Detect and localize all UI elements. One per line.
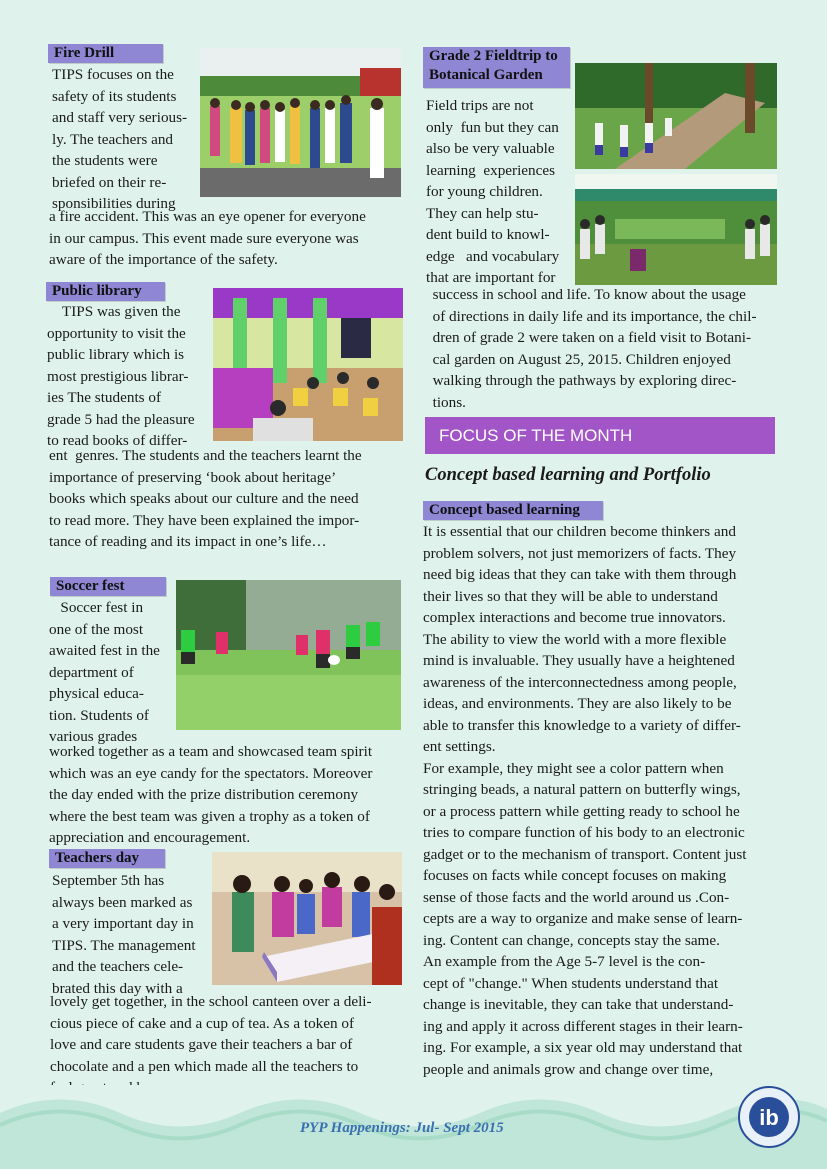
library-line: grade 5 had the pleasure [47, 410, 195, 428]
fire-drill-line: ly. The teachers and [52, 130, 174, 148]
fieldtrip-body: success in school and life. To know about the usage of directions in daily life and its importance, the chil- dren of grade 2 were taken on a field visit to Botani- cal garden on August 25, 2015. Children enjoyed walking through the pathways by exploring direc- tions. [432, 286, 757, 411]
teachers-day-heading: Teachers day [49, 849, 165, 868]
library-line: public library which is [47, 346, 185, 363]
soccer-line: one of the most [49, 620, 144, 638]
teachers-line: and the teachers cele- [52, 958, 184, 975]
teachers-line: September 5th has [52, 872, 165, 889]
fire-drill-line: briefed on their re- [52, 173, 167, 191]
soccer-line: awaited fest in the [49, 642, 160, 659]
concept-learning-heading: Concept based learning [423, 501, 603, 520]
focus-of-the-month-banner: FOCUS OF THE MONTH [425, 417, 775, 454]
concept-learning-body: It is essential that our children become thinkers and problem solvers, not just memorizers of facts. They need big ideas that they can take with them through their lives so that they will be able to understand complex interactions and become true innovators. The ability to view the world with a more flexible mind is invaluable. They usually have a heightened awareness of the interconnectedness among people, ideas, and environments. They are also likely to be able to transfer this knowledge to a variety of differ- ent settings. For example, they might see a color pattern when stringing beads, a natural pattern on butterfly wings, or a process pattern while getting ready to school he tries to compare function of his body to an electronic gadget or to the mechanism of transport. Content just focuses on facts while concept focuses on making sense of those facts and the world around us .Con- cepts are a way to organize and make sense of learn- ing. Content can change, concepts stay the same. An example from the Age 5-7 level is the con- cept of "change." When students understand that change is inevitable, they can take that understand- ing and apply it across different stages in their learn- ing. For example, a six year old may understand that people and animals grow and change over time, [423, 523, 747, 1078]
teachers-line: always been marked as [52, 893, 193, 911]
footer-title: PYP Happenings: Jul- Sept 2015 [300, 1120, 504, 1136]
fieldtrip-line: learning experiences [426, 161, 556, 179]
soccer-fest-photo [176, 580, 401, 730]
ib-world-school-logo-icon [738, 1086, 800, 1148]
fieldtrip-photo-nursery [575, 174, 777, 285]
soccer-line: tion. Students of [49, 706, 149, 724]
fire-drill-line: and staff very serious- [52, 109, 188, 126]
teachers-day-photo [212, 852, 402, 985]
fire-drill-photo [200, 48, 401, 197]
public-library-heading: Public library [46, 282, 165, 301]
fieldtrip-line: They can help stu- [426, 204, 539, 222]
library-body: ent genres. The students and the teachers learnt the importance of preserving ‘book about heritage’ books which speaks about our culture and the need to read more. They have been explained the impor- tance of reading and its impact in one’s life… [49, 447, 362, 550]
library-line: opportunity to visit the [47, 324, 186, 342]
fire-drill-heading: Fire Drill [48, 44, 163, 63]
fieldtrip-line: edge and vocabulary [426, 247, 560, 265]
svg-text:ib: ib [759, 1105, 779, 1130]
fieldtrip-line: also be very valuable [426, 140, 555, 157]
fieldtrip-photo-path [575, 63, 777, 169]
fieldtrip-line: only fun but they can [426, 118, 559, 136]
fieldtrip-heading-2: Botanical Garden [423, 66, 570, 88]
library-line: to read books of differ- [47, 432, 188, 449]
soccer-line: various grades [49, 728, 138, 745]
library-line: TIPS was given the [47, 303, 181, 320]
fire-drill-line: safety of its students [52, 87, 177, 105]
library-line: ies The students of [47, 389, 162, 406]
soccer-line: department of [49, 663, 134, 681]
teachers-line: TIPS. The management [52, 936, 196, 954]
fieldtrip-heading-1: Grade 2 Fieldtrip to [423, 47, 570, 66]
teachers-body: lovely get together, in the school canteen over a deli- cious piece of cake and a cup of tea. As a token of love and care students gave their teachers a bar of chocolate and a pen which made all the teachers to [50, 993, 372, 1075]
library-line: most prestigious librar- [47, 367, 189, 385]
soccer-fest-heading: Soccer fest [50, 577, 166, 596]
focus-subtitle: Concept based learning and Portfolio [425, 465, 711, 485]
soccer-body: worked together as a team and showcased team spirit which was an eye candy for the spectators. Moreover the day ended with the prize distribution ceremony where the best team was given a trophy as a token of appreciation and encouragement. [49, 743, 373, 846]
fieldtrip-line: dent build to knowl- [426, 226, 550, 243]
fire-drill-line: TIPS focuses on the [52, 66, 174, 83]
soccer-line: Soccer fest in [49, 599, 144, 616]
fieldtrip-line: for young children. [426, 183, 543, 200]
fieldtrip-line: Field trips are not [426, 97, 534, 114]
teachers-line: a very important day in [52, 915, 194, 932]
public-library-photo [213, 288, 403, 441]
fire-drill-line: sponsibilities during [52, 195, 176, 212]
soccer-line: physical educa- [49, 685, 144, 702]
fire-drill-line: the students were [52, 152, 158, 169]
fieldtrip-line: that are important for [426, 269, 556, 286]
teachers-line: brated this day with a [52, 979, 183, 997]
fire-drill-body: a fire accident. This was an eye opener for everyone in our campus. This event made sure everyone was aware of the importance of the safety. [49, 208, 366, 268]
